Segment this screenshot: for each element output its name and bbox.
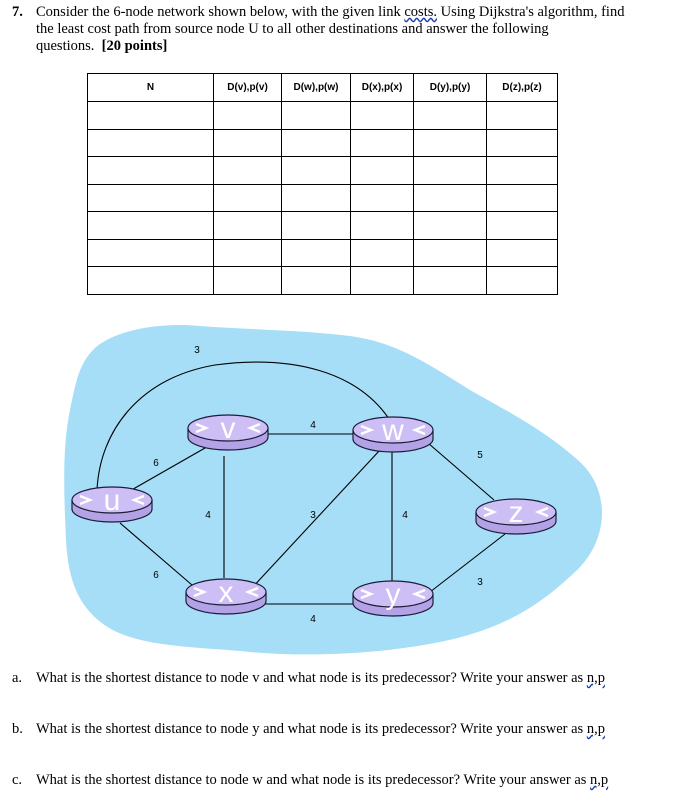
- table-cell: [487, 239, 558, 267]
- link-costs-text: costs.: [404, 4, 437, 20]
- cost-u-w: 3: [194, 345, 200, 356]
- table-cell: [351, 212, 414, 240]
- table-cell: [282, 212, 351, 240]
- node-w-label: w: [382, 414, 404, 447]
- table-cell: [351, 184, 414, 212]
- table-header-row: [88, 74, 558, 102]
- table-cell: [282, 102, 351, 130]
- question-points: [20 points]: [101, 38, 168, 54]
- table-cell: [414, 239, 487, 267]
- table-cell: [351, 129, 414, 157]
- cost-y-z: 3: [477, 577, 483, 588]
- answer-format-b: n,p: [586, 721, 605, 737]
- table-cell: [414, 129, 487, 157]
- table-row: [88, 129, 558, 157]
- table-row: [88, 239, 558, 267]
- subquestion-c-text: [36, 772, 608, 789]
- table-cell: [351, 102, 414, 130]
- table-cell: [282, 267, 351, 295]
- node-z-label: z: [508, 496, 524, 529]
- node-y-label: y: [385, 578, 401, 611]
- subquestion-b-body: What is the shortest distance to node y and what node is its predecessor? Write your answer as: [36, 721, 587, 737]
- table-body: [88, 102, 558, 295]
- subquestion-b-label: b.: [12, 721, 23, 737]
- table-row: [88, 267, 558, 295]
- subquestion-c-body: What is the shortest distance to node w and what node is its predecessor? Write your answer as: [36, 772, 591, 788]
- table-cell: [487, 102, 558, 130]
- col-header-z: D(z),p(z): [487, 74, 558, 102]
- table-cell: [214, 184, 282, 212]
- table-cell: [282, 157, 351, 185]
- subquestion-b-text: [36, 721, 605, 738]
- table-cell: [414, 102, 487, 130]
- cost-u-v: 6: [153, 458, 159, 469]
- cost-v-w: 4: [310, 420, 316, 431]
- answer-format-c: n,p: [590, 772, 609, 788]
- network-diagram: [0, 318, 689, 658]
- table-row: [88, 212, 558, 240]
- question-text-start: Consider the 6-node network shown below, with the given link: [36, 4, 405, 20]
- col-header-x: D(x),p(x): [351, 74, 414, 102]
- table-cell: [487, 212, 558, 240]
- table-cell: [88, 184, 214, 212]
- table-cell: [88, 129, 214, 157]
- cost-w-y: 4: [402, 510, 408, 521]
- table-row: [88, 102, 558, 130]
- col-header-y: D(y),p(y): [414, 74, 487, 102]
- cost-u-x: 6: [153, 570, 159, 581]
- table-row: [88, 157, 558, 185]
- table-cell: [88, 212, 214, 240]
- table-cell: [487, 184, 558, 212]
- question-text: [36, 4, 636, 55]
- table-cell: [282, 239, 351, 267]
- table-cell: [282, 129, 351, 157]
- table-cell: [214, 102, 282, 130]
- table-cell: [414, 157, 487, 185]
- table-cell: [414, 212, 487, 240]
- cost-x-y: 4: [310, 614, 316, 625]
- table-cell: [282, 184, 351, 212]
- table-cell: [88, 239, 214, 267]
- table-cell: [351, 239, 414, 267]
- table-cell: [88, 102, 214, 130]
- cost-w-z: 5: [477, 450, 483, 461]
- subquestion-a-label: a.: [12, 670, 23, 686]
- table-cell: [214, 157, 282, 185]
- node-x-label: x: [218, 576, 234, 609]
- table-cell: [487, 267, 558, 295]
- network-cloud: [64, 325, 602, 654]
- col-header-n: N: [88, 74, 214, 102]
- table-cell: [414, 184, 487, 212]
- question-text-end: Using Dijkstra's algorithm, find the least cost path from source node U to all other destinations and answer the following questions.: [36, 4, 625, 54]
- table-cell: [214, 267, 282, 295]
- table-cell: [351, 267, 414, 295]
- col-header-w: D(w),p(w): [282, 74, 351, 102]
- subquestion-a-text: [36, 670, 605, 687]
- subquestion-c-label: c.: [12, 772, 23, 788]
- table-cell: [214, 129, 282, 157]
- table-cell: [88, 157, 214, 185]
- cost-v-x: 4: [205, 510, 211, 521]
- table-row: [88, 184, 558, 212]
- question-number: 7.: [12, 4, 23, 20]
- table-cell: [214, 239, 282, 267]
- table-cell: [351, 157, 414, 185]
- subquestion-a-body: What is the shortest distance to node v and what node is its predecessor? Write your answer as: [36, 670, 587, 686]
- table-cell: [214, 212, 282, 240]
- table-cell: [487, 157, 558, 185]
- dijkstra-table: [87, 73, 558, 295]
- table-cell: [414, 267, 487, 295]
- cost-x-w: 3: [310, 510, 316, 521]
- table-cell: [487, 129, 558, 157]
- node-v-label: v: [220, 412, 236, 445]
- node-u-label: u: [103, 484, 121, 517]
- col-header-v: D(v),p(v): [214, 74, 282, 102]
- table-cell: [88, 267, 214, 295]
- answer-format-a: n,p: [586, 670, 605, 686]
